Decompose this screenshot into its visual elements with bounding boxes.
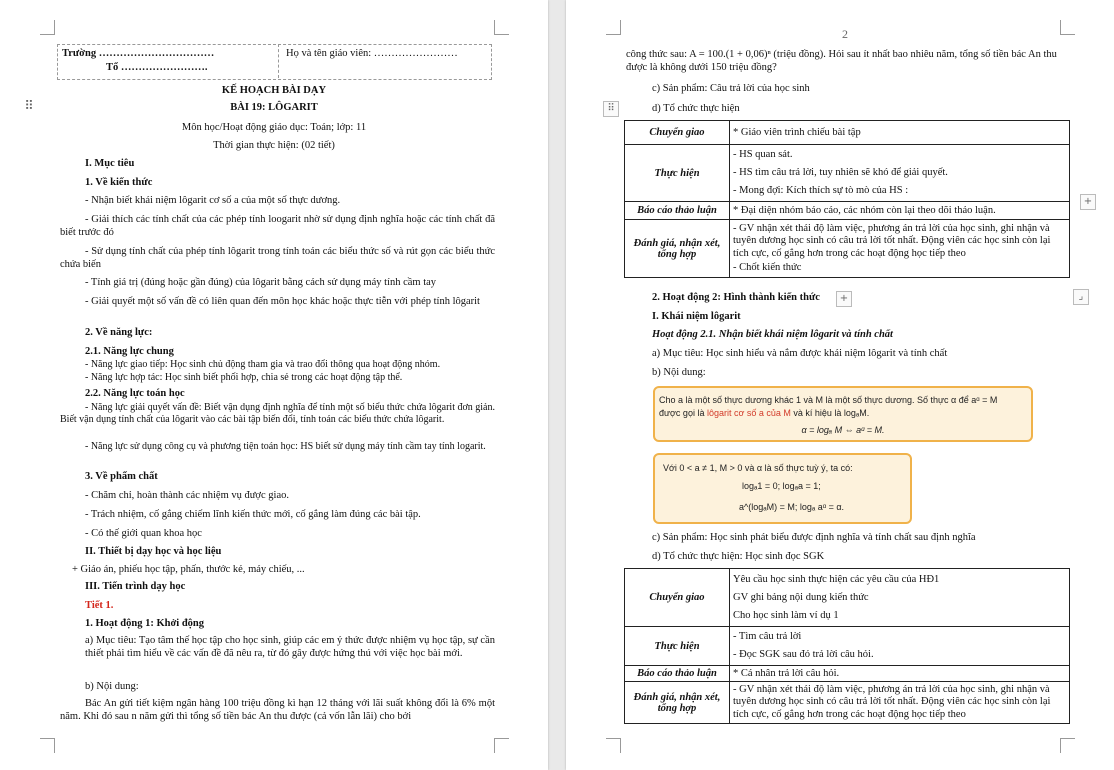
property-line: Với 0 < a ≠ 1, M > 0 và α là số thực tuỳ ý, ta có: [663, 463, 853, 473]
cell-line: - GV nhận xét thái độ làm việc, phương án trả lời của học sinh, ghi nhận và tuyên dương học sinh có câu trả lời tốt nhất. Động viên các học sinh còn lại tích cực, cố gắng hơn trong các hoạt động học tiếp theo [733, 683, 1051, 720]
paragraph: - Năng lực sử dụng công cụ và phương tiện toán học: HS biết sử dụng máy tính cầm tay tính logarit. [85, 441, 486, 452]
property-box [653, 453, 912, 524]
table-content-cell [730, 220, 1070, 278]
table-content-cell [730, 666, 1070, 682]
table-label-cell: Thực hiện [625, 145, 730, 202]
table-content-cell [730, 569, 1070, 627]
paragraph: - Năng lực giải quyết vấn đề: Biết vận dụng định nghĩa để tính một số biểu thức chứa lôgarit đơn giản. Biết vận dụng tính chất của lôgarit vào các bài tập biến đổi, tính toán các biểu thức chứa lôgarit. [60, 402, 495, 425]
cell-line: - Chốt kiến thức [733, 262, 802, 273]
crop-mark [606, 738, 621, 753]
crop-mark [494, 738, 509, 753]
definition-formula: α = logₐ M ⇔ aᵅ = M. [801, 425, 885, 435]
paragraph: - Sử dụng tính chất của phép tính lôgarit trong tính toán các biểu thức số và rút gọn các biểu thức chứa biến [60, 246, 495, 270]
table-label-cell: Đánh giá, nhận xét, tổng hợp [625, 682, 730, 724]
heading-activity-2-1: Hoạt động 2.1. Nhận biết khái niệm lôgarit và tính chất [652, 329, 893, 340]
crop-mark [606, 20, 621, 35]
definition-text: và kí hiệu là logₐM. [790, 408, 870, 418]
paragraph: + Giáo án, phiếu học tập, phấn, thước kẻ, máy chiếu, ... [72, 564, 305, 575]
cell-line: * Đại diện nhóm báo cáo, các nhóm còn lại theo dõi thảo luận. [733, 205, 996, 216]
heading-process: III. Tiến trình dạy học [85, 581, 186, 592]
table-label-cell: Thực hiện [625, 627, 730, 666]
document-page-2 [566, 0, 1114, 770]
document-page-1 [0, 0, 548, 770]
heading-math: 2.2. Năng lực toán học [85, 388, 185, 399]
paragraph: Bác An gửi tiết kiệm ngân hàng 100 triệu đồng kì hạn 12 tháng với lãi suất không đổi là 6% một năm. Khi đó sau n năm gửi thì tổng số tiền bác An thu được (cả vốn lẫn lãi) cho bởi [60, 698, 495, 722]
paragraph: d) Tổ chức thực hiện [652, 103, 740, 114]
cell-line: - Đọc SGK sau đó trả lời câu hỏi. [733, 649, 874, 660]
lesson-title: BÀI 19: LÔGARIT [230, 102, 318, 113]
heading-knowledge: 1. Về kiến thức [85, 177, 153, 188]
paragraph: công thức sau: A = 100.(1 + 0,06)ⁿ (triệu đồng). Hỏi sau ít nhất bao nhiêu năm, tổng số tiền bác An thu được là không dưới 150 triệu đồng? [626, 49, 1057, 73]
definition-highlight: lôgarit cơ số a của M [706, 408, 791, 418]
heading-quality: 3. Về phẩm chất [85, 471, 158, 482]
table-content-cell [730, 145, 1070, 202]
resize-handle-icon[interactable]: ⌟ [1073, 289, 1089, 305]
activity-table-1 [624, 120, 1070, 278]
table-label-cell: Báo cáo thảo luận [625, 202, 730, 220]
time-line: Thời gian thực hiện: (02 tiết) [213, 140, 335, 151]
page-number: 2 [842, 27, 848, 41]
definition-line [659, 407, 869, 419]
crop-mark [40, 20, 55, 35]
heading-equipment: II. Thiết bị dạy học và học liệu [85, 546, 222, 557]
table-label-cell: Đánh giá, nhận xét, tổng hợp [625, 220, 730, 278]
cell-line: Yêu cầu học sinh thực hiện các yêu cầu của HĐ1 [733, 573, 940, 585]
paragraph: - Nhận biết khái niệm lôgarit cơ số a của một số thực dương. [85, 195, 341, 206]
heading-general: 2.1. Năng lực chung [85, 346, 174, 357]
cell-line: - Mong đợi: Kích thích sự tò mò của HS : [733, 185, 909, 196]
paragraph: - Có thế giới quan khoa học [85, 528, 202, 539]
paragraph: b) Nội dung: [85, 681, 139, 692]
table-label-cell: Báo cáo thảo luận [625, 666, 730, 682]
group-field[interactable]: Tổ ……………………. [106, 62, 208, 73]
heading-section: I. Khái niệm lôgarit [652, 311, 741, 322]
table-content-cell [730, 121, 1070, 145]
heading-activity-2: 2. Hoạt động 2: Hình thành kiến thức [652, 292, 820, 303]
paragraph: - Năng lực giao tiếp: Học sinh chủ động tham gia và trao đổi thông qua hoạt động nhóm. [85, 359, 441, 370]
paragraph: - Giải thích các tính chất của các phép tính loogarit nhờ sử dụng định nghĩa hoặc các tính chất đã biết trước đó [60, 214, 495, 238]
add-column-icon[interactable]: + [1080, 194, 1096, 210]
property-line: logₐ1 = 0; logₐa = 1; [742, 481, 821, 491]
subject-line: Môn học/Hoạt động giáo dục: Toán; lớp: 11 [181, 122, 367, 133]
table-label-cell: Chuyển giao [625, 569, 730, 627]
cell-line: Cho học sinh làm ví dụ 1 [733, 609, 839, 621]
table-label-cell: Chuyển giao [625, 121, 730, 145]
paragraph: c) Sản phẩm: Học sinh phát biểu được định nghĩa và tính chất sau định nghĩa [652, 532, 976, 543]
cell-line: - Tìm câu trả lời [733, 631, 802, 642]
definition-text: được gọi là [659, 408, 707, 418]
cell-line: * Giáo viên trình chiếu bài tập [733, 127, 861, 138]
school-field[interactable]: Trường …………………………… [62, 48, 215, 59]
cell-line: - HS quan sát. [733, 149, 793, 160]
header-divider [278, 44, 279, 78]
document-title: KẾ HOẠCH BÀI DẠY [221, 85, 327, 96]
paragraph: c) Sản phẩm: Câu trả lời của học sinh [652, 83, 810, 94]
add-row-icon[interactable]: + [836, 291, 852, 307]
crop-mark [494, 20, 509, 35]
heading-objectives: I. Mục tiêu [85, 158, 135, 169]
header-box [57, 44, 492, 80]
activity-table-2 [624, 568, 1070, 724]
table-move-handle-icon[interactable]: ⠿ [603, 101, 619, 117]
heading-activity-1: 1. Hoạt động 1: Khởi động [85, 618, 205, 629]
paragraph: a) Mục tiêu: Học sinh hiểu và nắm được khái niệm lôgarit và tính chất [652, 348, 948, 359]
table-content-cell [730, 682, 1070, 724]
cell-line: - HS tìm câu trả lời, tuy nhiên sẽ khó để giải quyết. [733, 167, 948, 178]
definition-line: Cho a là một số thực dương khác 1 và M là một số thực dương. Số thực α để aᵅ = M [659, 395, 998, 405]
definition-box [653, 386, 1033, 442]
table-content-cell [730, 627, 1070, 666]
cell-line: * Cá nhân trả lời câu hỏi. [733, 668, 840, 679]
paragraph: - Trách nhiệm, cố gắng chiếm lĩnh kiến thức mới, cố gắng làm đúng các bài tập. [85, 509, 421, 520]
crop-mark [40, 738, 55, 753]
crop-mark [1060, 20, 1075, 35]
paragraph: - Chăm chỉ, hoàn thành các nhiệm vụ được giao. [85, 490, 289, 501]
paragraph: d) Tổ chức thực hiện: Học sinh đọc SGK [652, 551, 825, 562]
table-content-cell [730, 202, 1070, 220]
cell-line: GV ghi bảng nội dung kiến thức [733, 591, 869, 603]
crop-mark [1060, 738, 1075, 753]
paragraph: a) Mục tiêu: Tạo tâm thế học tập cho học sinh, giúp các em ý thức được nhiệm vụ học tập, sự cần thiết phải tìm hiểu về các vấn đề đã nêu ra, từ đó gây được hứng thú với việc học bài mới. [85, 635, 495, 659]
heading-competence: 2. Về năng lực: [85, 327, 153, 338]
paragraph: - Giải quyết một số vấn đề có liên quan đến môn học khác hoặc thực tiễn với phép tính lôgarit [85, 296, 480, 307]
drag-handle-icon[interactable]: ⠿ [24, 99, 34, 114]
period-heading: Tiết 1. [85, 600, 114, 611]
teacher-name-field[interactable]: Họ và tên giáo viên: …………………… [286, 48, 458, 59]
paragraph: b) Nội dung: [652, 367, 706, 378]
property-line: a^(logₐM) = M; logₐ aᵅ = α. [739, 502, 845, 512]
paragraph: - Năng lực hợp tác: Học sinh biết phối hợp, chia sẻ trong các hoạt động tập thể. [85, 372, 403, 383]
cell-line: - GV nhận xét thái độ làm việc, phương án trả lời của học sinh, ghi nhận và tuyên dương học sinh có câu trả lời tốt nhất. Động viên các học sinh còn lại tích cực, cố gắng hơn trong các hoạt động học tiếp theo [733, 222, 1051, 259]
paragraph: - Tính giá trị (đúng hoặc gần đúng) của lôgarit bằng cách sử dụng máy tính cầm tay [85, 277, 437, 288]
